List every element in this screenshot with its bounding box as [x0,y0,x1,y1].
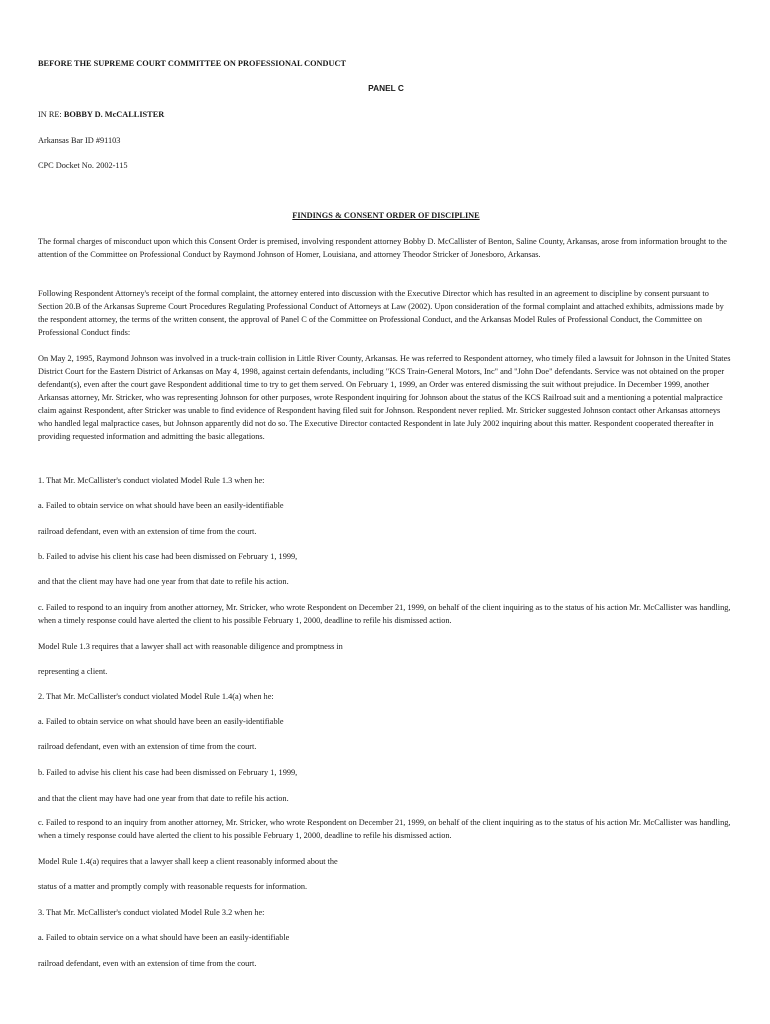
court-heading: BEFORE THE SUPREME COURT COMMITTEE ON PROFESSIONAL CONDUCT [38,59,347,68]
in-re-prefix: IN RE: [38,110,64,119]
paragraph-consent: Following Respondent Attorney's receipt of the formal complaint, the attorney entered into discussion with the Executive Director which has resulted in an agreement to discipline by consent pursuant to Section 20.B of the Arkansas Supreme Court Procedures Regulating Professional Conduct of Attorneys at Law (2002). Upon consideration of the formal complaint and attached exhibits, admissions made by the respondent attorney, the terms of the written consent, the approval of Panel C of the Committee on Professional Conduct, and the Arkansas Model Rules of Professional Conduct, the Committee on Professional Conduct finds: [38,289,724,337]
rule-1-4a-text-line-1: Model Rule 1.4(a) requires that a lawyer shall keep a client reasonably informed about the [38,857,338,866]
finding-3-heading: 3. That Mr. McCallister's conduct violated Model Rule 3.2 when he: [38,908,265,917]
docket-number: CPC Docket No. 2002-115 [38,161,128,170]
finding-1-item-a-line-2: railroad defendant, even with an extension of time from the court. [38,527,257,536]
finding-2-item-a-line-2: railroad defendant, even with an extension of time from the court. [38,742,257,751]
finding-2-item-b-line-2: and that the client may have had one year from that date to refile his action. [38,794,289,803]
respondent-name: BOBBY D. McCALLISTER [63,110,165,119]
finding-1-heading: 1. That Mr. McCallister's conduct violated Model Rule 1.3 when he: [38,476,265,485]
finding-1-item-b-line-2: and that the client may have had one year from that date to refile his action. [38,577,289,586]
bar-id: Arkansas Bar ID #91103 [38,136,121,145]
finding-2-heading: 2. That Mr. McCallister's conduct violated Model Rule 1.4(a) when he: [38,692,274,701]
paragraph-intro: The formal charges of misconduct upon which this Consent Order is premised, involving respondent attorney Bobby D. McCallister of Benton, Saline County, Arkansas, arose from information brought to the attention of the Committee on Professional Conduct by Raymond Johnson of Homer, Louisiana, and attorney Theodor Stricker of Jonesboro, Arkansas. [38,237,727,259]
rule-1-4a-text-line-2: status of a matter and promptly comply with reasonable requests for information. [38,882,308,891]
rule-1-3-text-line-1: Model Rule 1.3 requires that a lawyer shall act with reasonable diligence and promptness in [38,642,343,651]
finding-1-item-a-line-1: a. Failed to obtain service on what should have been an easily-identifiable [38,501,284,510]
in-re-line [38,108,734,121]
rule-1-3-text-line-2: representing a client. [38,667,108,676]
paragraph-facts: On May 2, 1995, Raymond Johnson was involved in a truck-train collision in Little River County, Arkansas. He was referred to Respondent attorney, who timely filed a lawsuit for Johnson in the United States District Court for the Eastern District of Arkansas on May 4, 1998, against certain defendants, including "KCS Train-General Motors, Inc" and "John Doe" defendants. Service was not obtained on the proper defendant(s), even after the court gave Respondent additional time to try to get them served. On February 1, 1999, an Order was entered dismissing the suit without prejudice. In December 1999, another Arkansas attorney, Mr. Stricker, who was representing Johnson for other purposes, wrote Respondent inquiring for Johnson about the status of the KCS Railroad suit and a mentioning a potential malpractice claim against Respondent, after Stricker was unable to find evidence of Respondent having filed suit for Johnson. Respondent never replied. Mr. Stricker suggested Johnson contact other Arkansas attorneys who handled legal malpractice cases, but Johnson apparently did not do so. The Executive Director contacted Respondent in late July 2002 inquiring about this matter. Respondent cooperated thereafter in providing requested information and admitting the basic allegations. [38,354,731,441]
document-title: FINDINGS & CONSENT ORDER OF DISCIPLINE [292,211,480,220]
finding-1-item-b-line-1: b. Failed to advise his client his case had been dismissed on February 1, 1999, [38,552,298,561]
finding-3-item-a-line-1: a. Failed to obtain service on a what should have been an easily-identifiable [38,933,290,942]
finding-1-item-c: c. Failed to respond to an inquiry from another attorney, Mr. Stricker, who wrote Respondent on December 21, 1999, on behalf of the client inquiring as to the status of his action Mr. McCallister was handling, when a timely response could have alerted the client to his possible February 1, 2000, deadline to refile his dismissed action. [38,603,731,625]
finding-2-item-a-line-1: a. Failed to obtain service on what should have been an easily-identifiable [38,717,284,726]
finding-2-item-b-line-1: b. Failed to advise his client his case had been dismissed on February 1, 1999, [38,768,298,777]
panel-heading: PANEL C [368,83,404,93]
finding-3-item-a-line-2: railroad defendant, even with an extension of time from the court. [38,959,257,968]
finding-2-item-c: c. Failed to respond to an inquiry from another attorney, Mr. Stricker, who wrote Respondent on December 21, 1999, on behalf of the client inquiring as to the status of his action Mr. McCallister was handling, when a timely response could have alerted the client to his possible February 1, 2000, deadline to refile his dismissed action. [38,818,731,840]
